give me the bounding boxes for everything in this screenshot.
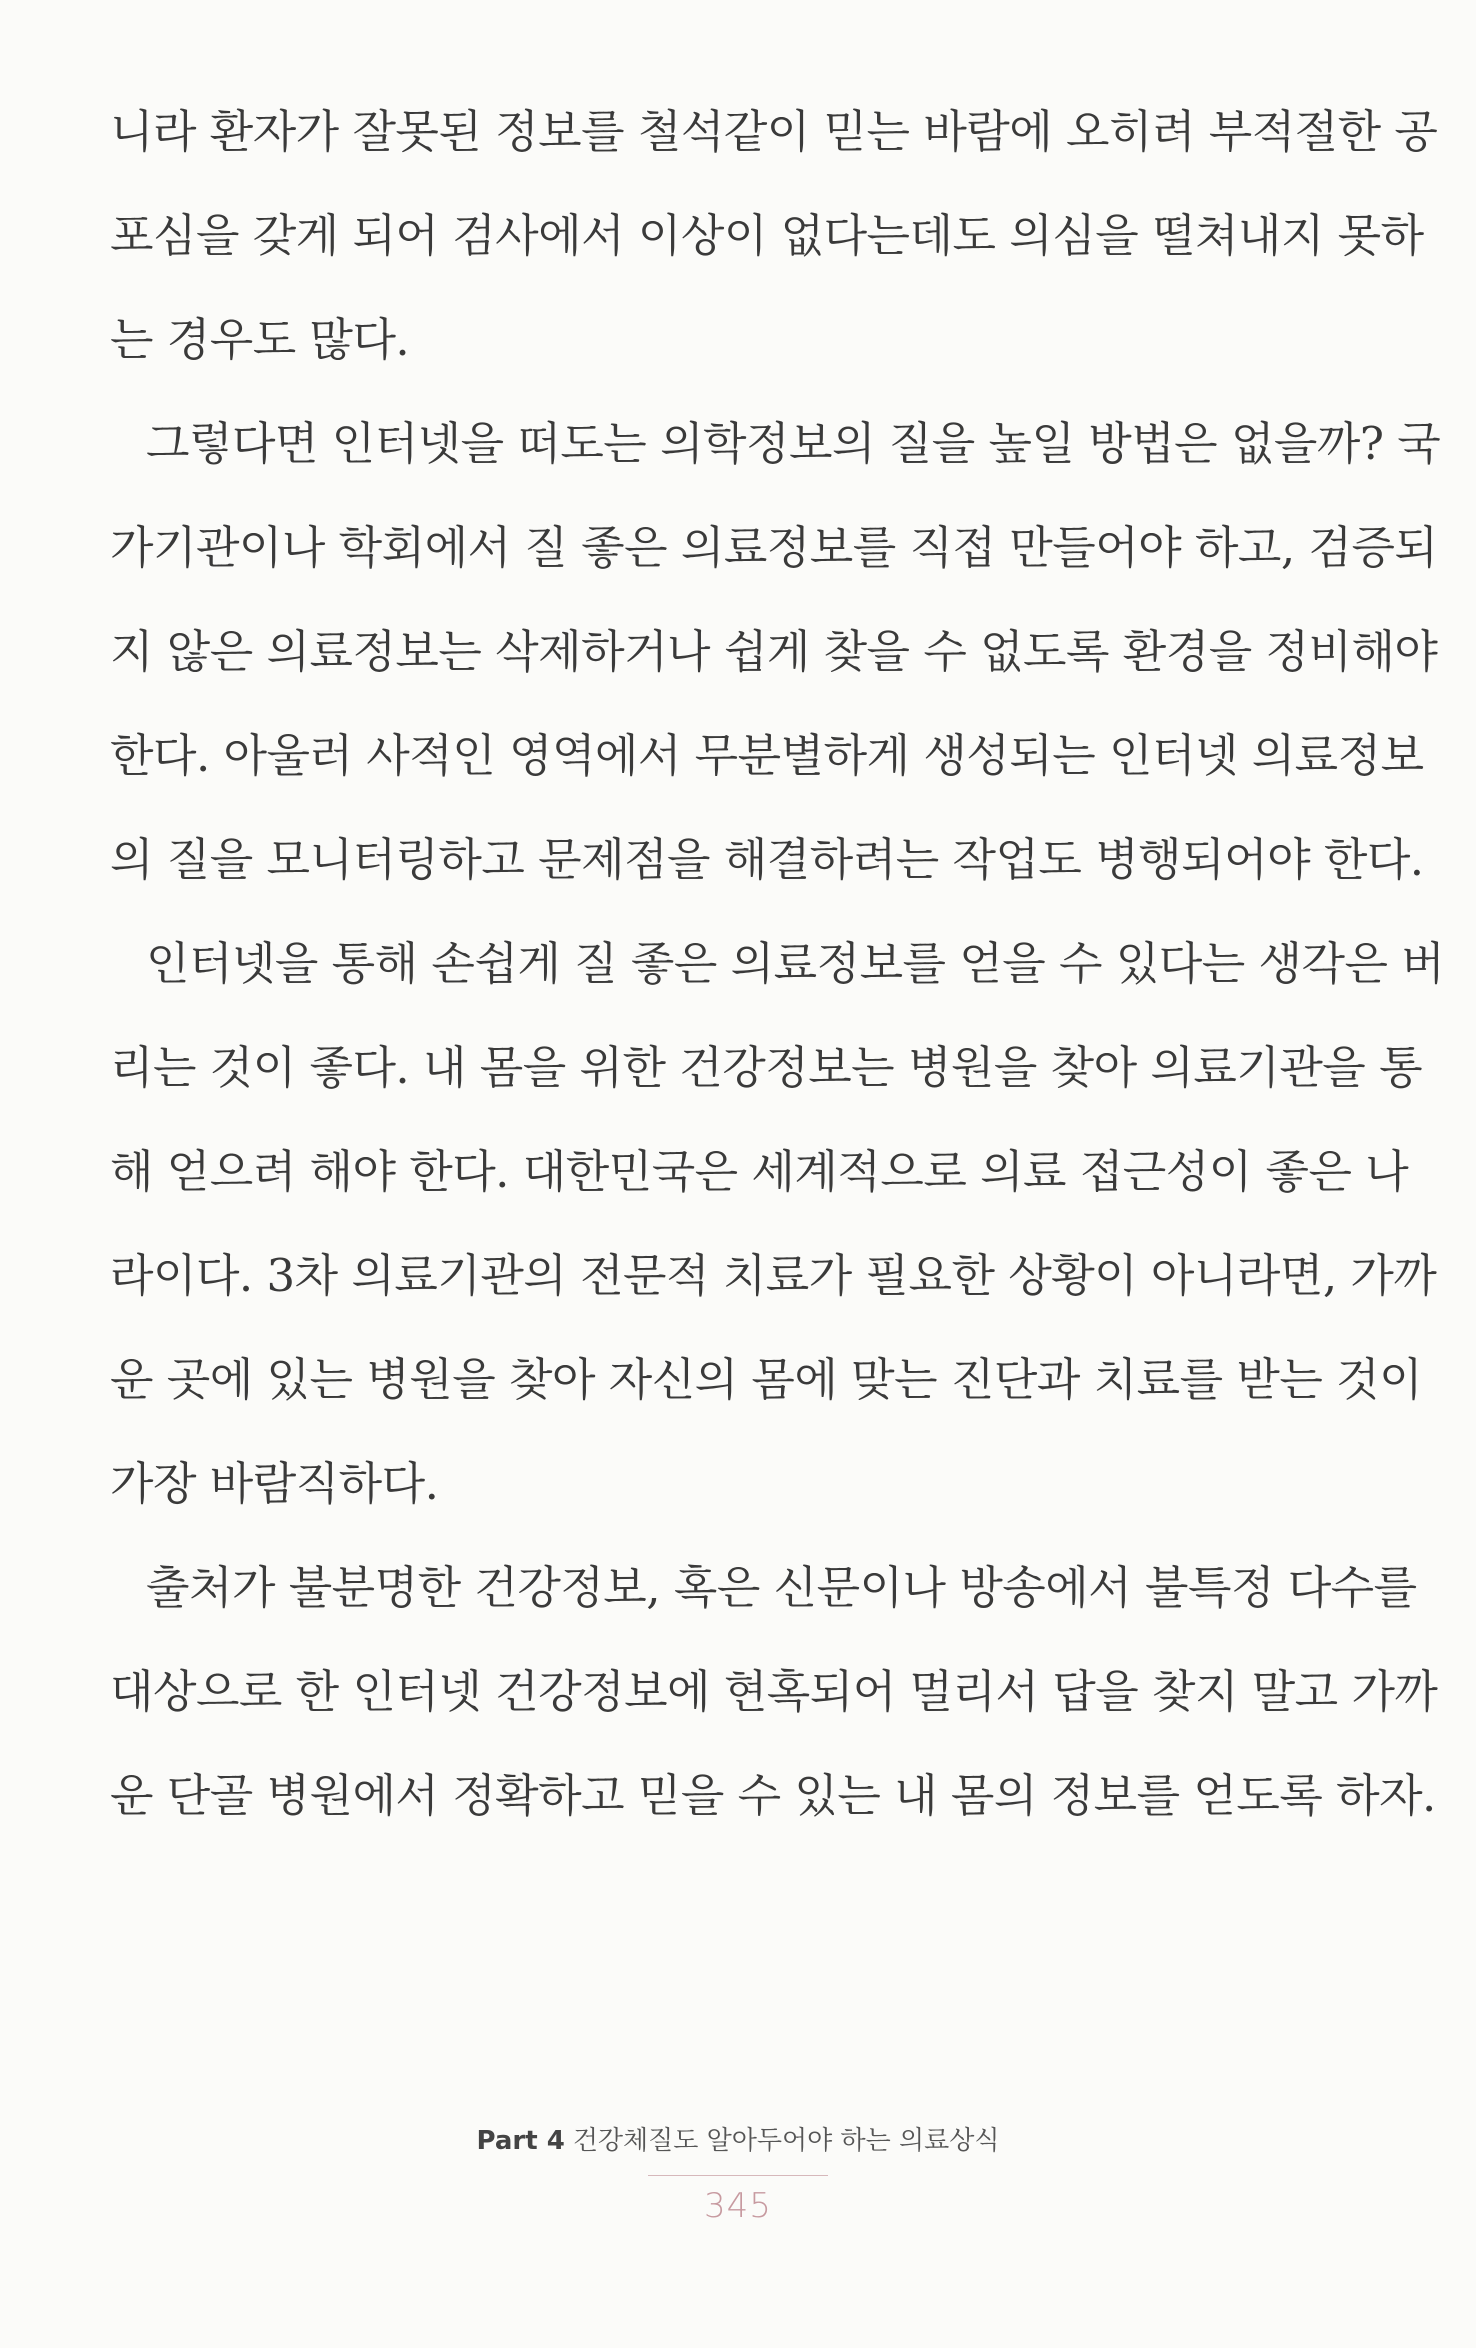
text-line: 가장 바람직하다.	[110, 1457, 439, 1510]
text-line: 리는 것이 좋다. 내 몸을 위한 건강정보는 병원을 찾아 의료기관을 통	[110, 1041, 1423, 1094]
text-line: 가기관이나 학회에서 질 좋은 의료정보를 직접 만들어야 하고, 검증되	[110, 521, 1438, 574]
paragraph-1	[110, 80, 1438, 392]
text-line: 그렇다면 인터넷을 떠도는 의학정보의 질을 높일 방법은 없을까? 국	[146, 417, 1441, 470]
text-line: 출처가 불분명한 건강정보, 혹은 신문이나 방송에서 불특정 다수를	[146, 1561, 1417, 1614]
text-line: 는 경우도 많다.	[110, 313, 410, 366]
text-line: 의 질을 모니터링하고 문제점을 해결하려는 작업도 병행되어야 한다.	[110, 833, 1424, 886]
running-head	[0, 2120, 1476, 2157]
text-line: 대상으로 한 인터넷 건강정보에 현혹되어 멀리서 답을 찾지 말고 가까	[110, 1665, 1438, 1718]
text-line: 니라 환자가 잘못된 정보를 철석같이 믿는 바람에 오히려 부적절한 공	[110, 105, 1438, 158]
text-line: 라이다. 3차 의료기관의 전문적 치료가 필요한 상황이 아니라면, 가까	[110, 1249, 1437, 1302]
paragraph-2	[110, 392, 1441, 912]
footer-divider	[648, 2175, 828, 2176]
text-line: 포심을 갖게 되어 검사에서 이상이 없다는데도 의심을 떨쳐내지 못하	[110, 209, 1424, 262]
paragraph-3	[110, 912, 1445, 1536]
body-text	[110, 80, 1445, 1848]
text-line: 인터넷을 통해 손쉽게 질 좋은 의료정보를 얻을 수 있다는 생각은 버	[146, 937, 1445, 990]
part-title: 건강체질도 알아두어야 하는 의료상식	[572, 2126, 1000, 2156]
text-line: 해 얻으려 해야 한다. 대한민국은 세계적으로 의료 접근성이 좋은 나	[110, 1145, 1409, 1198]
text-line: 운 단골 병원에서 정확하고 믿을 수 있는 내 몸의 정보를 얻도록 하자.	[110, 1769, 1436, 1822]
paragraph-4	[110, 1536, 1438, 1848]
text-line: 지 않은 의료정보는 삭제하거나 쉽게 찾을 수 없도록 환경을 정비해야	[110, 625, 1438, 678]
part-label: Part 4	[476, 2126, 565, 2156]
text-line: 한다. 아울러 사적인 영역에서 무분별하게 생성되는 인터넷 의료정보	[110, 729, 1424, 782]
page-footer	[0, 2120, 1476, 2226]
text-line: 운 곳에 있는 병원을 찾아 자신의 몸에 맞는 진단과 치료를 받는 것이	[110, 1353, 1423, 1406]
page-number: 345	[704, 2186, 772, 2226]
